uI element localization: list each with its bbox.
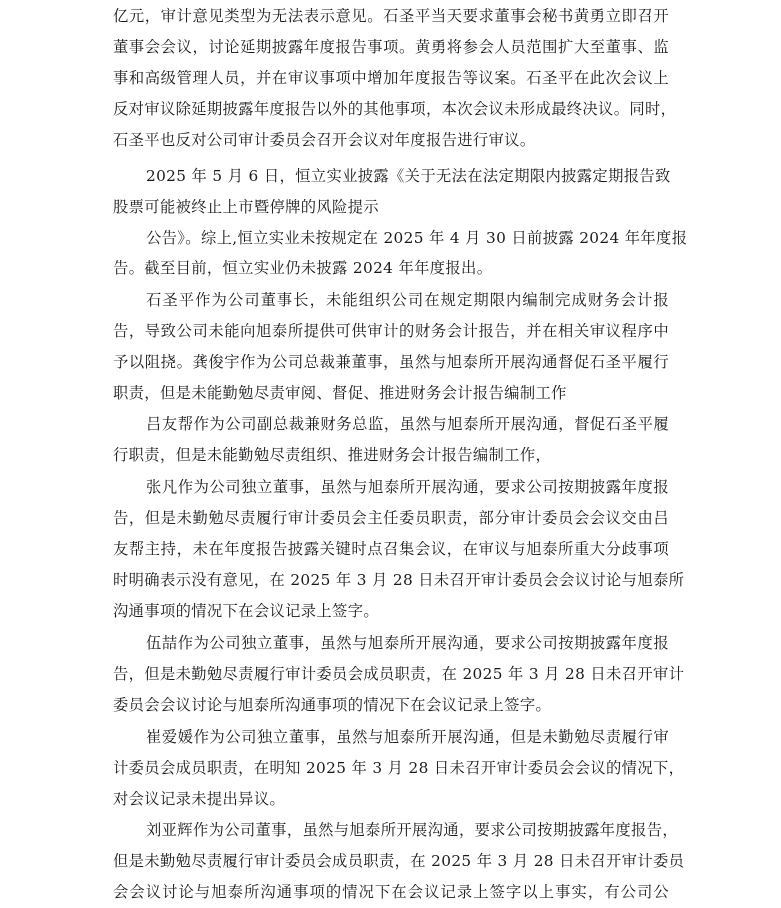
text-line: 石圣平作为公司董事长，未能组织公司在规定期限内编制完成财务会计报 [146, 291, 669, 309]
text-line: 会会议讨论与旭泰所沟通事项的情况下在会议记录上签字以上事实，有公司公 [113, 883, 669, 901]
text-line: 计委员会成员职责，在明知 2025 年 3 月 28 日未召开审计委员会会议的情况下， [113, 759, 685, 777]
text-line: 委员会会议讨论与旭泰所沟通事项的情况下在会议记录上签字。 [113, 696, 552, 714]
text-line: 对会议记录未提出异议。 [113, 790, 286, 808]
text-line: 反对审议除延期披露年度报告以外的其他事项，本次会议未形成最终决议。同时， [113, 100, 677, 118]
text-line: 行职责，但是未能勤勉尽责组织、推进财务会计报告编制工作， [113, 446, 552, 464]
text-line: 石圣平也反对公司审计委员会召开会议对年度报告进行审议。 [113, 131, 536, 149]
text-line: 时明确表示没有意见，在 2025 年 3 月 28 日未召开审计委员会会议讨论与旭泰所 [113, 571, 685, 589]
text-line: 告。截至目前，恒立实业仍未披露 2024 年年度报出。 [113, 259, 493, 277]
text-line: 亿元，审计意见类型为无法表示意见。石圣平当天要求董事会秘书黄勇立即召开 [113, 7, 669, 25]
text-line: 友帮主持，未在年度报告披露关键时点召集会议，在审议与旭泰所重大分歧事项 [113, 540, 669, 558]
text-line: 告，导致公司未能向旭泰所提供可供审计的财务会计报告，并在相关审议程序中 [113, 322, 669, 340]
text-line: 职责，但是未能勤勉尽责审阅、督促、推进财务会计报告编制工作 [113, 384, 567, 402]
text-line: 予以阻挠。龚俊宇作为公司总裁兼董事，虽然与旭泰所开展沟通督促石圣平履行 [113, 353, 669, 371]
text-line: 张凡作为公司独立董事，虽然与旭泰所开展沟通，要求公司按期披露年度报 [146, 478, 669, 496]
text-line: 股票可能被终止上市暨停牌的风险提示 [113, 198, 379, 216]
text-line: 公告》。综上,恒立实业未按规定在 2025 年 4 月 30 日前披露 2024 年年度报 [146, 229, 688, 247]
text-line: 2025 年 5 月 6 日，恒立实业披露《关于无法在法定期限内披露定期报告致 [146, 167, 671, 185]
text-line: 事和高级管理人员，并在审议事项中增加年度报告等议案。石圣平在此次会议上 [113, 69, 669, 87]
text-line: 沟通事项的情况下在会议记录上签字。 [113, 602, 379, 620]
text-line: 崔爱媛作为公司独立董事，虽然与旭泰所开展沟通，但是未勤勉尽责履行审 [146, 728, 669, 746]
text-line: 告，但是未勤勉尽责履行审计委员会成员职责，在 2025 年 3 月 28 日未召开审计 [113, 665, 685, 683]
text-line: 董事会会议，讨论延期披露年度报告事项。黄勇将参会人员范围扩大至董事、监 [113, 38, 669, 56]
text-line: 伍喆作为公司独立董事，虽然与旭泰所开展沟通，要求公司按期披露年度报 [146, 634, 669, 652]
text-line: 吕友帮作为公司副总裁兼财务总监，虽然与旭泰所开展沟通，督促石圣平履 [146, 415, 669, 433]
text-line: 但是未勤勉尽责履行审计委员会成员职责，在 2025 年 3 月 28 日未召开审计委员 [113, 852, 685, 870]
text-line: 刘亚辉作为公司董事，虽然与旭泰所开展沟通，要求公司按期披露年度报告， [146, 821, 678, 839]
text-line: 告，但是未勤勉尽责履行审计委员会主任委员职责，部分审计委员会会议交由吕 [113, 509, 669, 527]
